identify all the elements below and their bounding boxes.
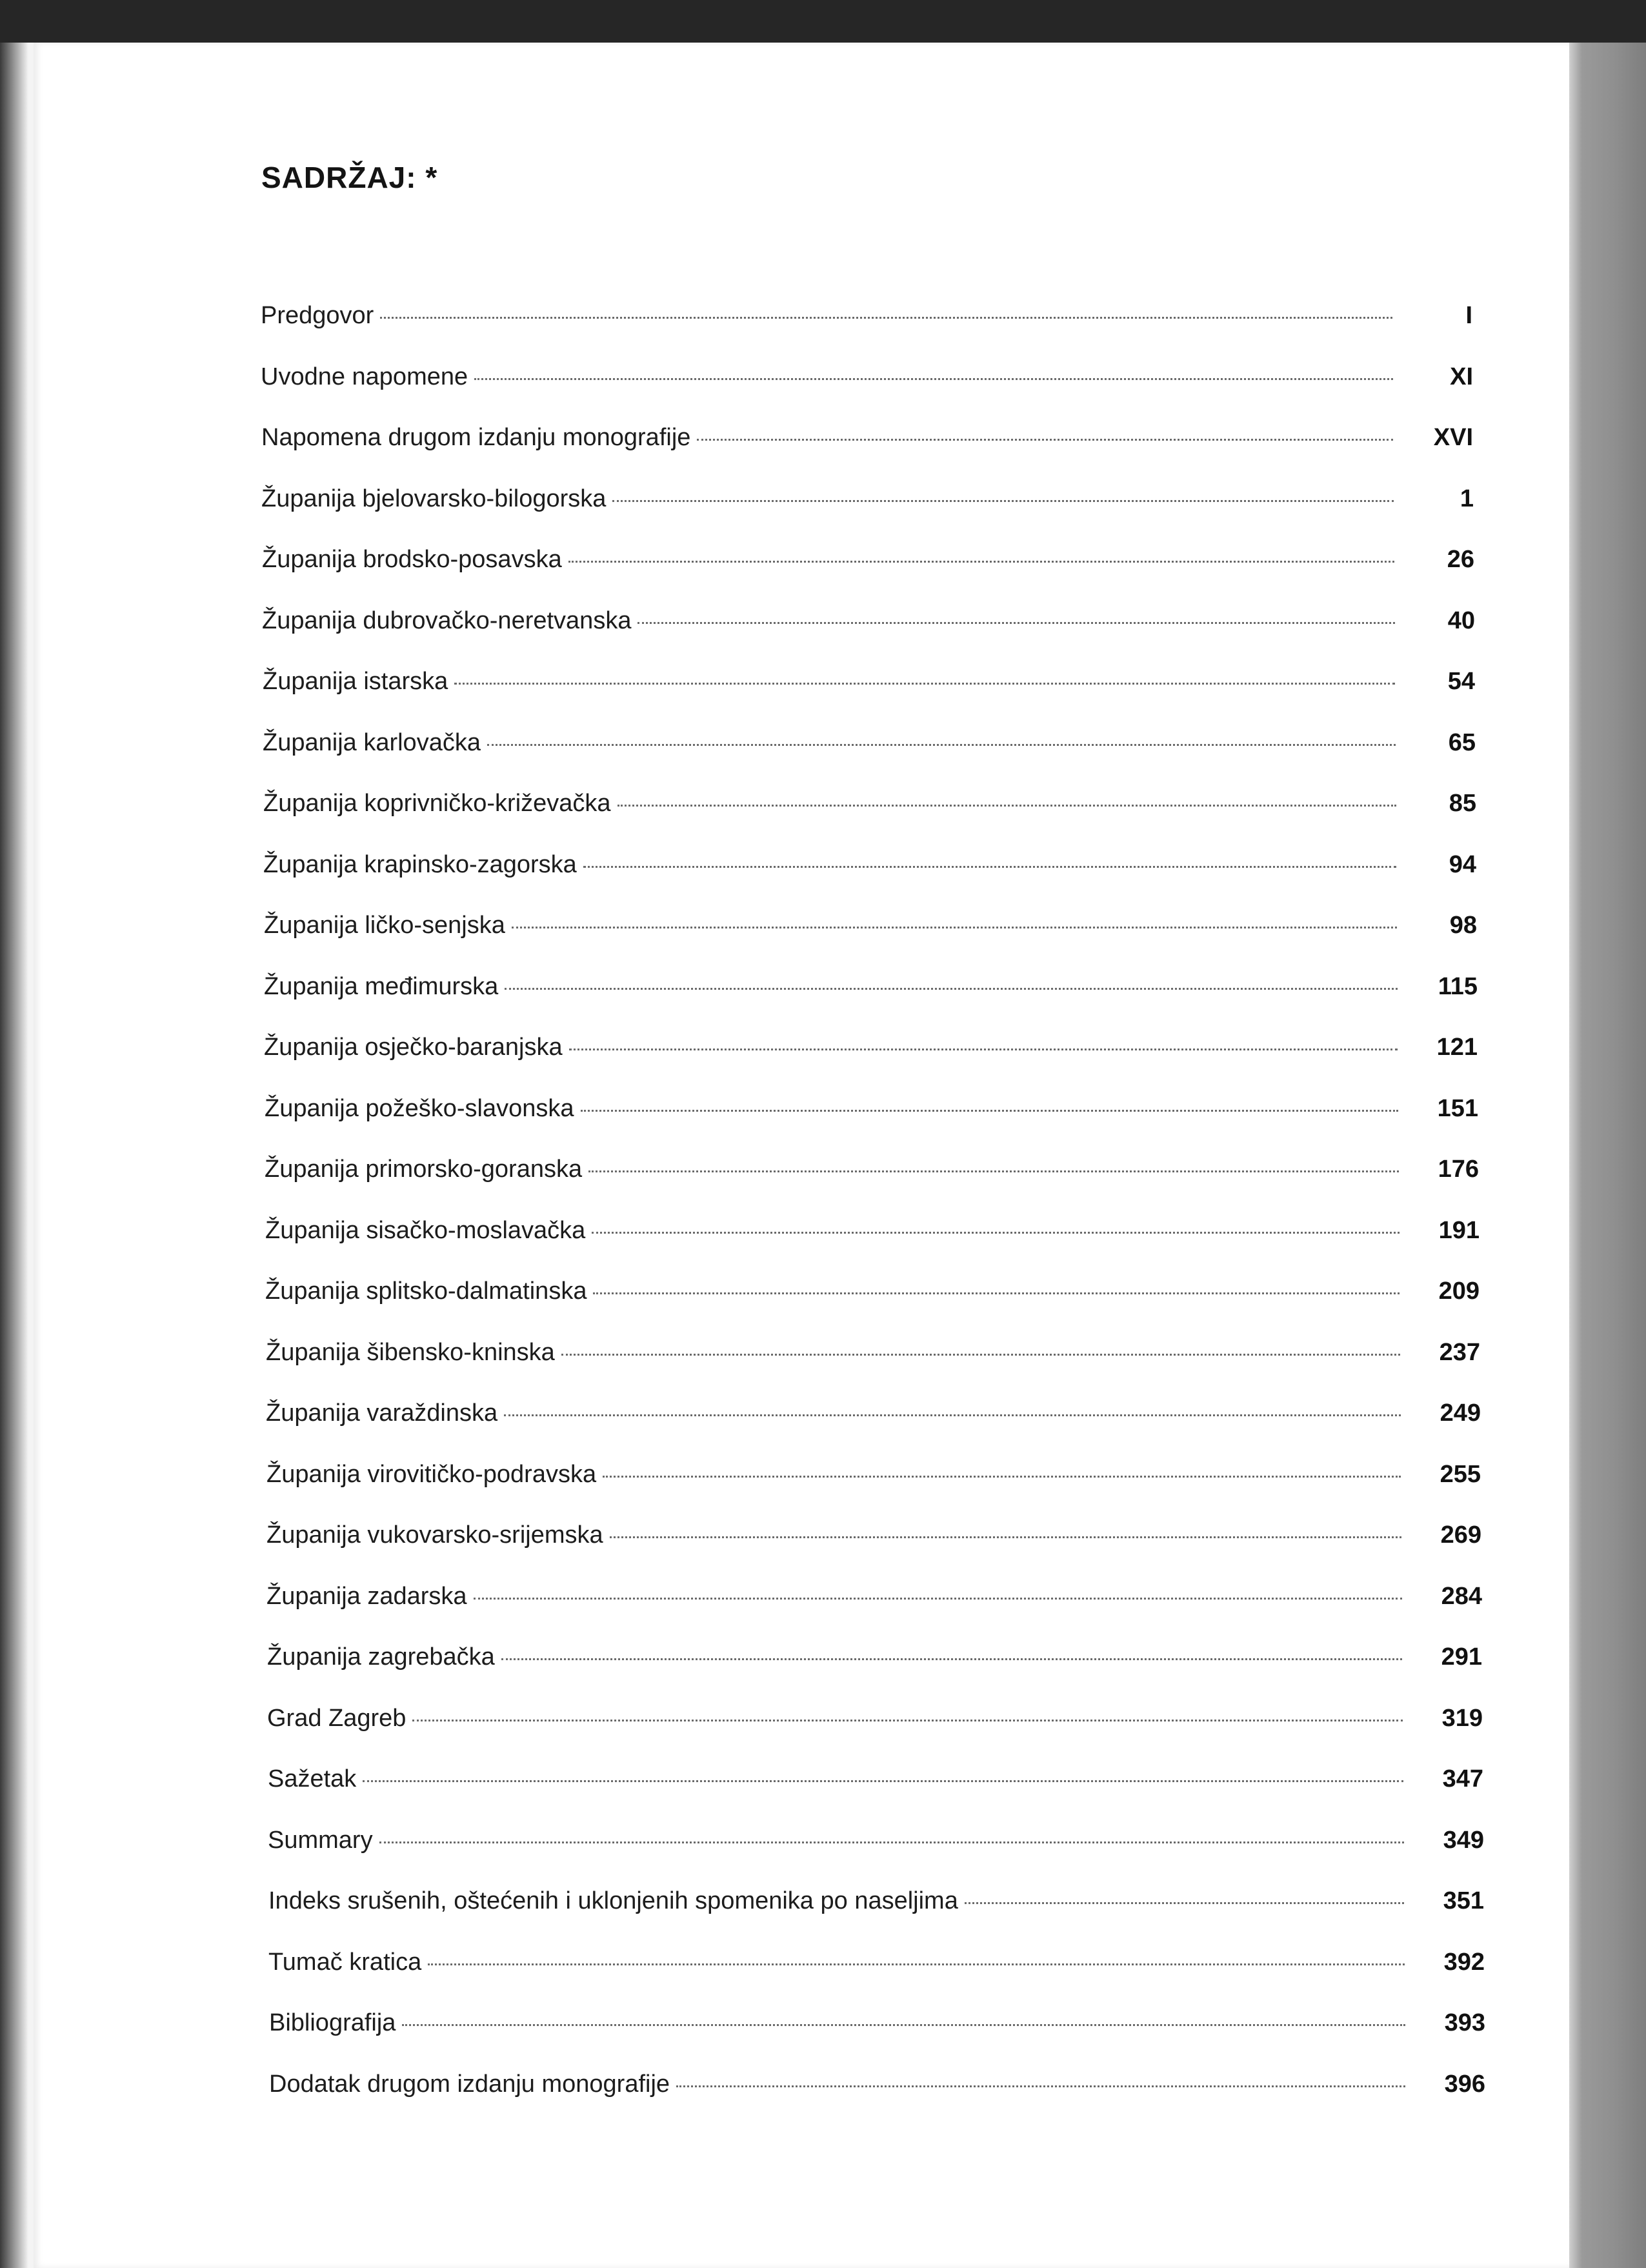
toc-entry-title: Županija brodsko-posavska (262, 546, 562, 573)
toc-entry (262, 607, 1475, 635)
toc-entry (266, 1461, 1481, 1489)
toc-entry-title: Županija vukovarsko-srijemska (266, 1521, 603, 1549)
toc-entry-page-number: 249 (1440, 1400, 1481, 1427)
toc-entry-title: Bibliografija (269, 2009, 396, 2036)
toc-entry-page-number: 40 (1447, 607, 1475, 634)
toc-entry-page-number: 349 (1443, 1827, 1484, 1854)
dot-leader (592, 1232, 1400, 1234)
toc-entry-page-number: 255 (1440, 1461, 1481, 1488)
toc-entry (264, 912, 1477, 939)
toc-entry (263, 790, 1476, 818)
toc-entry-title: Županija šibensko-kninska (266, 1339, 555, 1366)
dot-leader (568, 561, 1394, 563)
dot-leader (402, 2024, 1405, 2026)
dot-leader (965, 1902, 1404, 1904)
toc-entry-page-number: 65 (1448, 729, 1476, 756)
toc-entry-page-number: 85 (1449, 790, 1476, 817)
toc-entry-page-number: 121 (1436, 1034, 1478, 1061)
toc-entry-page-number: 54 (1447, 668, 1475, 695)
dot-leader (676, 2085, 1405, 2087)
dot-leader (583, 866, 1396, 868)
toc-entry-page-number: 98 (1449, 912, 1477, 939)
toc-entry (262, 546, 1474, 574)
dot-leader (697, 439, 1393, 441)
dot-leader (504, 1414, 1401, 1416)
toc-entry-title: Županija splitsko-dalmatinska (265, 1278, 587, 1305)
dot-leader (512, 927, 1397, 928)
toc-entry-title: Županija osječko-baranjska (264, 1034, 563, 1061)
toc-entry-page-number: 319 (1441, 1705, 1483, 1732)
toc-entry (266, 1339, 1480, 1367)
dot-leader (561, 1354, 1400, 1356)
toc-entry-title: Županija krapinsko-zagorska (263, 851, 577, 878)
toc-entry (264, 1034, 1478, 1061)
dot-leader (501, 1658, 1402, 1660)
toc-entry-title: Županija zagrebačka (267, 1643, 495, 1671)
toc-entry (268, 1765, 1483, 1793)
toc-entry-title: Županija primorsko-goranska (265, 1156, 583, 1183)
toc-entry-title: Županija koprivničko-križevačka (263, 790, 611, 817)
toc-entry-title: Županija međimurska (264, 973, 499, 1000)
toc-entry-page-number: I (1465, 302, 1472, 329)
toc-entry-title: Županija bjelovarsko-bilogorska (261, 485, 607, 512)
toc-entry-page-number: 393 (1444, 2009, 1485, 2036)
toc-entry (263, 729, 1476, 757)
toc-entry-page-number: 237 (1439, 1339, 1480, 1366)
toc-entry-page-number: 191 (1438, 1217, 1480, 1244)
toc-entry (263, 851, 1476, 879)
toc-entry-page-number: 284 (1441, 1583, 1482, 1610)
dot-leader (581, 1110, 1399, 1112)
toc-entry (265, 1095, 1478, 1123)
toc-entry-title: Indeks srušenih, oštećenih i uklonjenih spomenika po naseljima (268, 1887, 958, 1914)
toc-entry-title: Županija zadarska (266, 1583, 467, 1610)
toc-entry-title: Uvodne napomene (261, 363, 468, 390)
dot-leader (637, 622, 1395, 624)
toc-entry-page-number: 176 (1438, 1156, 1479, 1183)
dot-leader (474, 378, 1393, 380)
toc-entry-page-number: 151 (1437, 1095, 1478, 1122)
page-edge-strip (1569, 43, 1646, 2268)
toc-entry (268, 1887, 1484, 1915)
toc-entry-page-number: XI (1450, 363, 1473, 390)
toc-entry-page-number: 94 (1449, 851, 1476, 878)
toc-entry (264, 973, 1478, 1001)
toc-entry-title: Sažetak (268, 1765, 357, 1792)
dot-leader (603, 1476, 1401, 1478)
dot-leader (569, 1049, 1398, 1050)
toc-entry (261, 424, 1473, 452)
toc-entry (261, 485, 1474, 513)
toc-entry-title: Summary (268, 1827, 373, 1854)
toc-entry-title: Županija sisačko-moslavačka (265, 1217, 586, 1244)
toc-entry (265, 1217, 1480, 1245)
toc-entry-title: Dodatak drugom izdanju monografije (269, 2071, 670, 2098)
dot-leader (588, 1170, 1399, 1172)
toc-entry (261, 363, 1473, 391)
toc-entry (269, 2071, 1485, 2098)
toc-entry (265, 1156, 1479, 1183)
toc-entry (266, 1583, 1482, 1611)
toc-entry-title: Grad Zagreb (267, 1705, 406, 1732)
toc-entry (266, 1521, 1481, 1549)
toc-entry-page-number: 1 (1460, 485, 1474, 512)
toc-entry-page-number: 396 (1444, 2071, 1485, 2098)
dot-leader (363, 1780, 1403, 1782)
toc-entry (266, 1400, 1481, 1427)
dot-leader (487, 744, 1396, 746)
dot-leader (379, 1841, 1404, 1843)
toc-heading: SADRŽAJ: * (261, 161, 438, 194)
toc-entry-page-number: 291 (1441, 1643, 1482, 1671)
dot-leader (474, 1598, 1402, 1600)
toc-entry-title: Županija karlovačka (263, 729, 481, 756)
toc-entry-title: Županija požeško-slavonska (265, 1095, 574, 1122)
binding-shadow (0, 43, 34, 2268)
toc-entry-page-number: 209 (1438, 1278, 1480, 1305)
toc-entry-title: Tumač kratica (268, 1949, 422, 1976)
toc-entry (261, 302, 1472, 330)
dot-leader (412, 1720, 1403, 1721)
toc-entry-page-number: 115 (1438, 973, 1478, 1000)
toc-entry (268, 1827, 1484, 1854)
dot-leader (505, 988, 1398, 990)
toc-entry (263, 668, 1475, 696)
toc-entry-title: Županija dubrovačko-neretvanska (262, 607, 632, 634)
toc-entry-title: Predgovor (261, 302, 374, 329)
toc-entry-page-number: XVI (1433, 424, 1473, 451)
dot-leader (593, 1292, 1400, 1294)
toc-entry (267, 1643, 1482, 1671)
toc-entry-page-number: 269 (1440, 1521, 1481, 1549)
dot-leader (610, 1536, 1401, 1538)
toc-entry-title: Napomena drugom izdanju monografije (261, 424, 691, 451)
toc-entry (269, 2009, 1485, 2037)
toc-entry (265, 1278, 1480, 1305)
dot-leader (612, 500, 1394, 502)
toc-entry-page-number: 351 (1443, 1887, 1484, 1914)
dot-leader (454, 683, 1395, 685)
dot-leader (380, 317, 1392, 319)
toc-entry-title: Županija ličko-senjska (264, 912, 505, 939)
toc-entry (267, 1705, 1483, 1732)
dot-leader (428, 1963, 1405, 1965)
dot-leader (617, 805, 1396, 807)
toc-entry-page-number: 26 (1447, 546, 1474, 573)
toc-entry-title: Županija virovitičko-podravska (266, 1461, 597, 1488)
toc-entry-page-number: 392 (1443, 1949, 1485, 1976)
toc-entry (268, 1949, 1485, 1976)
toc-entry-title: Županija varaždinska (266, 1400, 498, 1427)
toc-entry-page-number: 347 (1442, 1765, 1483, 1792)
toc-entry-title: Županija istarska (263, 668, 448, 695)
